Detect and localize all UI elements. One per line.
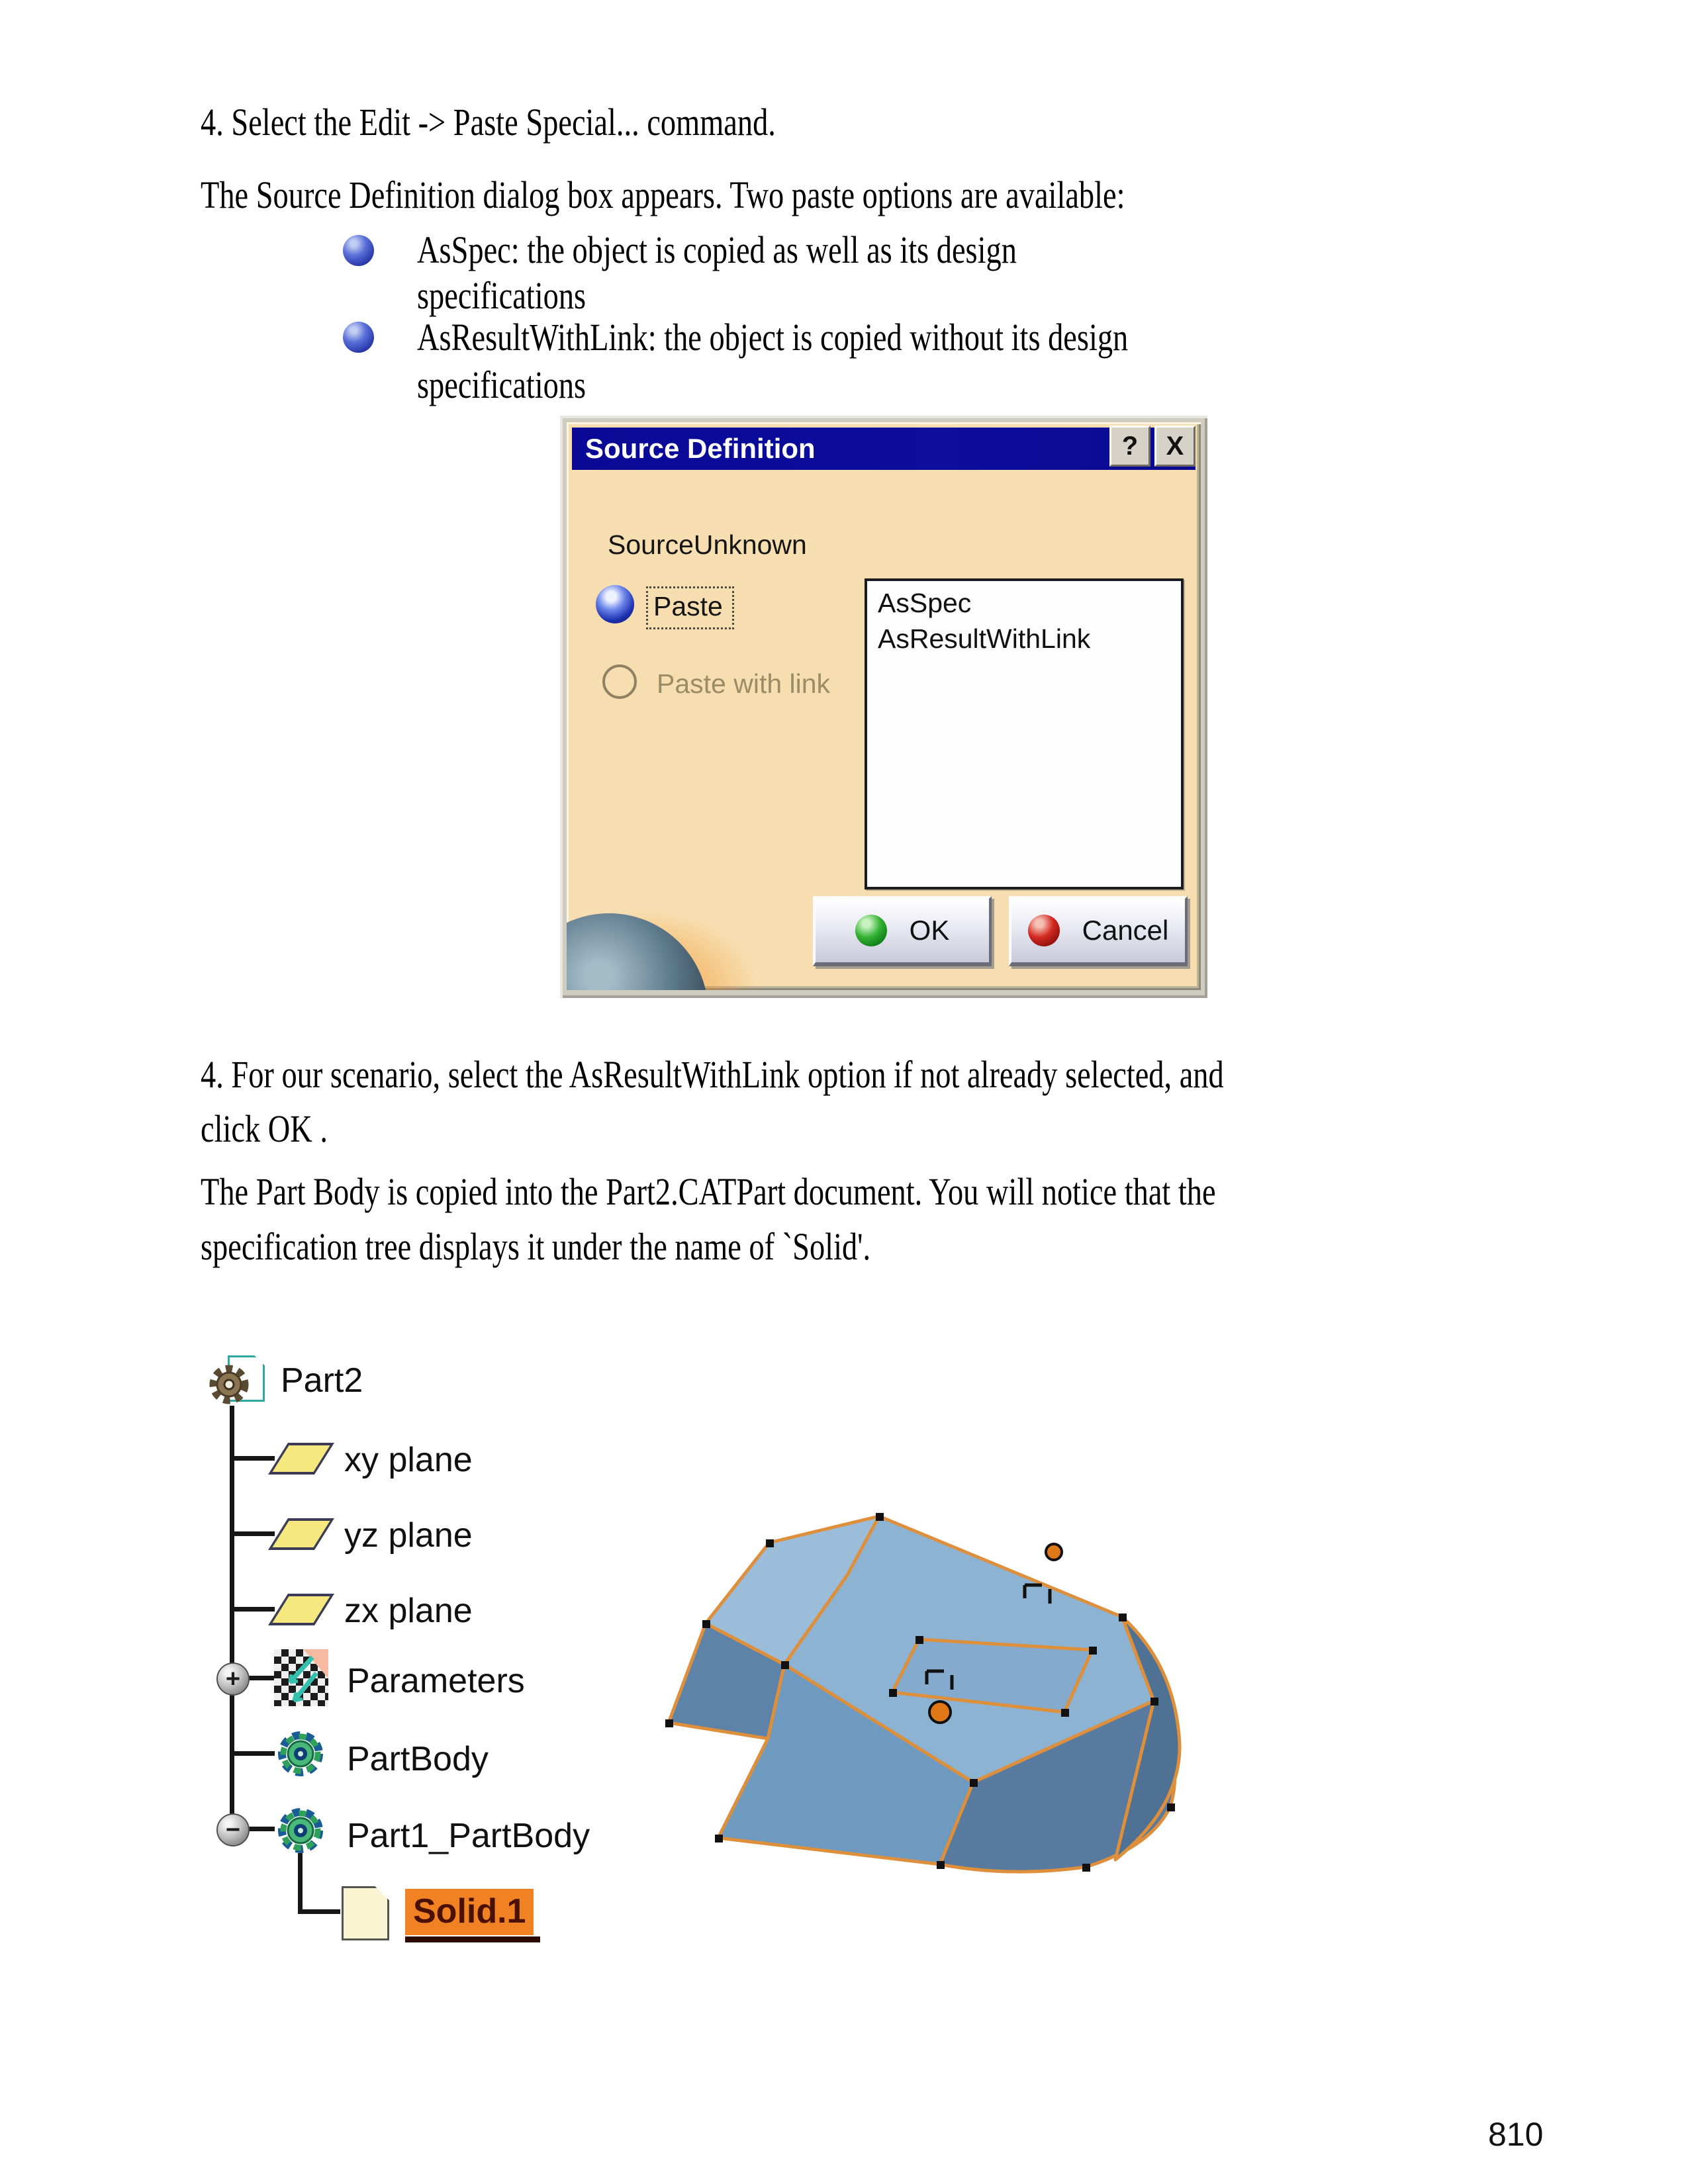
- bullet-sphere-icon: [343, 235, 374, 266]
- step-4b-line1: 4. For our scenario, select the AsResultWithLink option if not already selected, and: [201, 1053, 1224, 1096]
- ok-button[interactable]: [813, 896, 992, 966]
- plane-icon: [266, 1588, 330, 1627]
- source-label: SourceUnknown: [608, 529, 807, 560]
- tree-child-line: [298, 1853, 303, 1914]
- bullet-sphere-icon: [343, 322, 374, 353]
- tree-node-partbody[interactable]: PartBody: [347, 1740, 489, 1778]
- bullet1-line1: AsSpec: the object is copied as well as its design: [417, 228, 1017, 271]
- tree-branch-line: [230, 1751, 275, 1756]
- paste-with-link-radio-disabled[interactable]: [602, 664, 637, 699]
- part1-partbody-gear-icon: [274, 1804, 327, 1857]
- tree-node-zx-plane[interactable]: zx plane: [344, 1592, 473, 1630]
- solid-page-icon: [342, 1886, 389, 1940]
- paste-radio-selected[interactable]: [596, 585, 634, 623]
- solid1-underline: [405, 1936, 540, 1942]
- paste-options-listbox[interactable]: [865, 578, 1184, 889]
- plane-icon: [266, 1437, 330, 1476]
- cancel-button-label: Cancel: [1082, 915, 1169, 946]
- paste-radio-label: Paste: [653, 591, 723, 621]
- ok-button-label: OK: [909, 915, 950, 946]
- dialog-title: Source Definition: [585, 433, 816, 464]
- tree-node-parameters[interactable]: Parameters: [347, 1662, 525, 1700]
- paste-with-link-label: Paste with link: [657, 668, 831, 699]
- step-4b-line2: click OK .: [201, 1107, 328, 1150]
- intro-text: The Source Definition dialog box appears. Two paste options are available:: [201, 173, 1125, 216]
- bullet2-line1: AsResultWithLink: the object is copied without its design: [417, 316, 1129, 359]
- tree-node-xy-plane[interactable]: xy plane: [344, 1441, 473, 1479]
- page-number: 810: [1488, 2116, 1544, 2153]
- 3d-part-model: [629, 1473, 1192, 1883]
- cancel-button[interactable]: [1009, 896, 1188, 966]
- tree-node-part1-partbody[interactable]: Part1_PartBody: [347, 1817, 590, 1855]
- list-item-asspec[interactable]: AsSpec: [878, 588, 972, 618]
- dialog-titlebar: [572, 428, 1196, 470]
- collapse-minus-icon[interactable]: −: [216, 1813, 250, 1846]
- step-4a-text: 4. Select the Edit -> Paste Special... command.: [201, 101, 776, 144]
- source-definition-dialog: [567, 422, 1201, 990]
- tree-child-line: [298, 1909, 340, 1914]
- ok-green-sphere-icon: [855, 915, 887, 946]
- paste-radio-label-box[interactable]: [646, 586, 734, 629]
- bullet1-line2: specifications: [417, 274, 586, 317]
- tree-node-solid1[interactable]: Solid.1: [405, 1889, 534, 1935]
- list-item-asresultwithlink[interactable]: AsResultWithLink: [878, 623, 1091, 654]
- bullet2-line2: specifications: [417, 363, 586, 406]
- tree-trunk-line: [230, 1406, 234, 1831]
- part2-gear-icon: [207, 1362, 252, 1407]
- tree-node-yz-plane[interactable]: yz plane: [344, 1516, 473, 1555]
- help-button[interactable]: ?: [1109, 426, 1150, 467]
- tree-node-part2[interactable]: Part2: [281, 1361, 363, 1400]
- source-definition-dialog-screenshot: [560, 416, 1207, 998]
- close-button[interactable]: X: [1154, 426, 1196, 467]
- plane-icon: [266, 1513, 330, 1551]
- result-line2: specification tree displays it under the name of `Solid'.: [201, 1225, 871, 1268]
- partbody-gear-icon: [274, 1727, 327, 1780]
- expand-plus-icon[interactable]: +: [216, 1662, 250, 1696]
- parameters-icon: [274, 1649, 328, 1706]
- result-line1: The Part Body is copied into the Part2.CATPart document. You will notice that the: [201, 1170, 1216, 1213]
- cancel-red-sphere-icon: [1028, 915, 1060, 946]
